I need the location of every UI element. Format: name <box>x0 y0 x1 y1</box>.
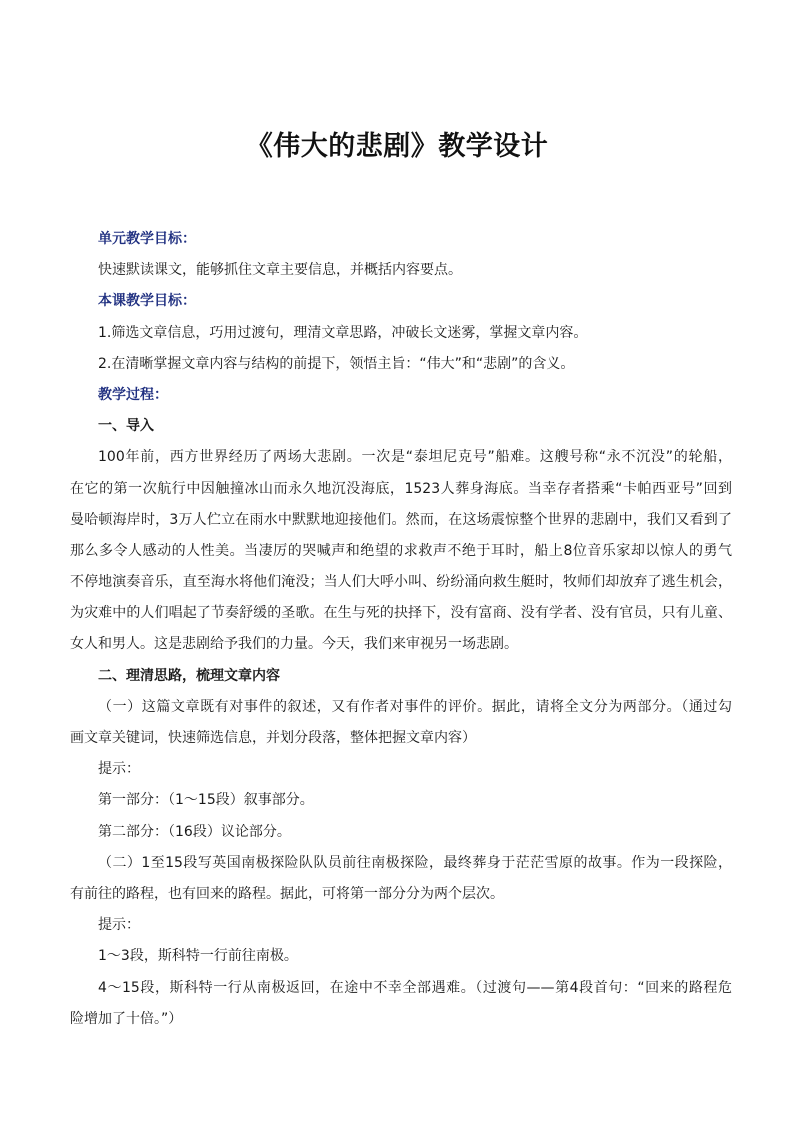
intro-paragraph-line: 女人和男人。这是悲剧给予我们的力量。今天，我们来审视另一场悲剧。 <box>70 636 518 653</box>
intro-paragraph-line: 在它的第一次航行中因触撞冰山而永久地沉没海底，1523人葬身海底。当幸存者搭乘“卡帕西亚号”回到 <box>70 480 732 497</box>
question-1-line: 画文章关键词，快速筛选信息，并划分段落，整体把握文章内容） <box>70 730 476 746</box>
hint-layer-2: 4～15段，斯科特一行从南极返回，在途中不幸全部遇难。（过渡句——第4段首句：“回来的路程危 <box>98 979 732 996</box>
intro-paragraph-line: 100年前，西方世界经历了两场大悲剧。一次是“泰坦尼克号”船难。这艘号称“永不沉没”的轮船， <box>98 449 732 466</box>
lesson-objective-1: 1.筛选文章信息，巧用过渡句，理清文章思路，冲破长文迷雾，掌握文章内容。 <box>98 324 588 341</box>
lesson-objectives-heading: 本课教学目标： <box>98 293 196 310</box>
document-body <box>70 224 732 1035</box>
question-2-line: 有前往的路程，也有回来的路程。据此，可将第一部分分为两个层次。 <box>70 885 504 902</box>
hint-label: 提示： <box>98 761 140 778</box>
lesson-objective-2: 2.在清晰掌握文章内容与结构的前提下，领悟主旨：“伟大”和“悲剧”的含义。 <box>98 355 575 372</box>
unit-objectives-heading: 单元教学目标： <box>98 231 196 247</box>
intro-paragraph-line: 曼哈顿海岸时，3万人伫立在雨水中默默地迎接他们。然而，在这场震惊整个世界的悲剧中，我们又看到了 <box>70 511 732 528</box>
hint-layer-2: 险增加了十倍。”） <box>70 1010 183 1027</box>
question-1-line: （一）这篇文章既有对事件的叙述，又有作者对事件的评价。据此，请将全文分为两部分。（通过勾 <box>98 698 732 715</box>
hint-part-2: 第二部分：（16段）议论部分。 <box>98 823 291 840</box>
hint-layer-1: 1～3段，斯科特一行前往南极。 <box>98 948 298 965</box>
question-2-line: （二）1至15段写英国南极探险队队员前往南极探险，最终葬身于茫茫雪原的故事。作为一段探险， <box>98 854 732 871</box>
section-structure-heading: 二、理清思路，梳理文章内容 <box>98 667 280 684</box>
intro-paragraph-line: 不停地演奏音乐，直至海水将他们淹没；当人们大呼小叫、纷纷涌向救生艇时，牧师们却放弃了逃生机会， <box>70 574 732 591</box>
intro-paragraph-line: 那么多令人感动的人性美。当凄厉的哭喊声和绝望的求救声不绝于耳时，船上8位音乐家却以惊人的勇气 <box>70 542 732 559</box>
teaching-process-heading: 教学过程： <box>98 386 168 403</box>
hint-label: 提示： <box>98 917 140 934</box>
hint-part-1: 第一部分：（1～15段）叙事部分。 <box>98 792 314 809</box>
unit-objectives-text: 快速默读课文，能够抓住文章主要信息，并概括内容要点。 <box>98 262 462 279</box>
section-intro-heading: 一、导入 <box>98 418 154 435</box>
document-title: 《伟大的悲剧》教学设计 <box>245 131 549 162</box>
intro-paragraph-line: 为灾难中的人们唱起了节奏舒缓的圣歌。在生与死的抉择下，没有富商、没有学者、没有官员，只有儿童、 <box>70 605 732 622</box>
